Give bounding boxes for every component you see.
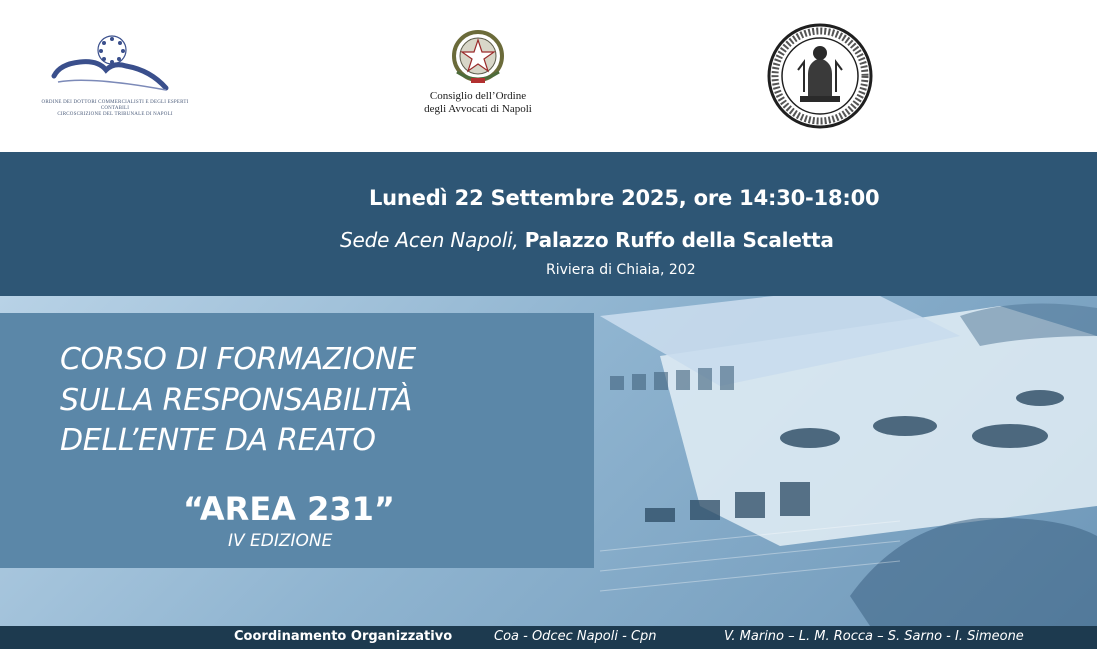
- event-address: Riviera di Chiaia, 202: [546, 262, 696, 278]
- coordination-label: Coordinamento Organizzativo: [234, 629, 453, 644]
- venue-name: Palazzo Ruffo della Scaletta: [524, 228, 834, 252]
- course-title-line2: SULLA RESPONSABILITÀ: [60, 383, 413, 418]
- odcec-caption-line2: CIRCOSCRIZIONE DEL TRIBUNALE DI NAPOLI: [57, 112, 173, 117]
- area-231-heading: “AREA 231”: [183, 490, 395, 528]
- course-title-line1: CORSO DI FORMAZIONE: [60, 342, 416, 377]
- event-venue: [340, 228, 834, 252]
- header: [0, 0, 1097, 152]
- venue-prefix: Sede Acen Napoli,: [340, 228, 519, 252]
- coa-line2: degli Avvocati di Napoli: [424, 103, 532, 115]
- italian-republic-emblem-icon: [449, 28, 507, 86]
- coa-line1: Consiglio dell’Ordine: [429, 90, 527, 102]
- coordination-organizations: Coa - Odcec Napoli - Cpn: [494, 629, 657, 644]
- course-title-line3: DELL’ENTE DA REATO: [60, 423, 376, 458]
- coordination-names: V. Marino – L. M. Rocca – S. Sarno - I. Simeone: [724, 629, 1024, 644]
- odcec-logo-icon: [40, 30, 190, 100]
- university-seal: [764, 22, 876, 130]
- odcec-logo: [40, 30, 190, 120]
- odcec-caption-line1: ORDINE DEI DOTTORI COMMERCIALISTI E DEGLI ESPERTI CONTABILI: [41, 100, 189, 111]
- event-date: Lunedì 22 Settembre 2025, ore 14:30-18:00: [369, 186, 880, 210]
- university-seal-icon: [764, 22, 876, 130]
- edition-label: IV EDIZIONE: [228, 531, 333, 551]
- coa-logo: [408, 28, 548, 128]
